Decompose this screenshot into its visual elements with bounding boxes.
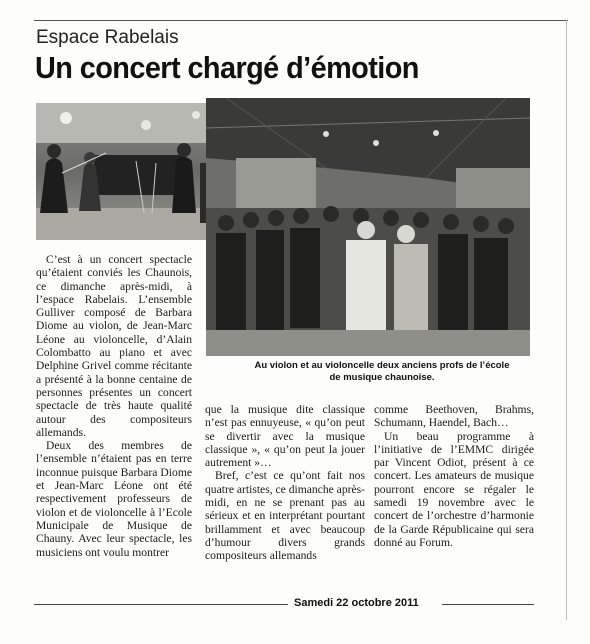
- photo-caption: [232, 360, 532, 384]
- col2-paragraph-1: que la musique dite classique n’est pas ennuyeuse, « qu’on peut se divertir avec la musique classique », « qu’on peut la jouer autrement »…: [205, 403, 365, 470]
- article-headline: Un concert chargé d’émotion: [35, 50, 419, 85]
- column-3: [374, 403, 534, 549]
- col3-paragraph-2: Un beau programme à l’initiative de l’EMMC dirigée par Vincent Odiot, présent à ce concert. Les amateurs de musique pourront encore se régaler le samedi 19 novembre avec le concert de l’orchestre d’harmonie de la Garde Républicaine qui sera donné au Forum.: [374, 429, 534, 549]
- column-2: [205, 403, 365, 563]
- col2-paragraph-2: Bref, c’est ce qu’ont fait nos quatre artistes, ce dimanche après-midi, en ne se prenant pas au sérieux et en interprétant pourtant brillamment et avec beaucoup d’humour divers grands compositeurs allemands: [205, 469, 365, 563]
- section-kicker: Espace Rabelais: [36, 27, 179, 48]
- caption-line-1: Au violon et au violoncelle deux anciens profs de l’école: [254, 360, 510, 371]
- right-edge-rule: [566, 20, 567, 620]
- caption-line-2: de musique chaunoise.: [329, 372, 435, 383]
- footer-rule-left: [34, 604, 288, 605]
- column-1: [36, 253, 192, 559]
- footer-date: Samedi 22 octobre 2011: [294, 597, 419, 609]
- audience-photo: [206, 98, 530, 356]
- musicians-photo: [36, 103, 216, 240]
- page-footer: [0, 597, 590, 613]
- top-rule: [34, 20, 568, 21]
- col3-paragraph-1: comme Beethoven, Brahms, Schumann, Haendel, Bach…: [374, 403, 534, 430]
- col1-paragraph-1: C’est à un concert spectacle qu’étaient conviés les Chaunois, ce dimanche après-midi, à l’espace Rabelais. L’ensemble Gulliver composé de Barbara Diome au violon, de Jean-Marc Léone au violoncelle, d’Alain Colombatto au piano et avec Delphine Grivel comme récitante a présenté à la bonne centaine de personnes présentes un concert spectacle de très haute qualité autour des compositeurs allemands.: [36, 253, 192, 439]
- col1-paragraph-2: Deux des membres de l’ensemble n’étaient pas en terre inconnue puisque Barbara Diome et Jean-Marc Léone ont été respectivement professeurs de violon et de violoncelle à l’Ecole Municipale de Musique de Chauny. Avec leur spectacle, les musiciens ont voulu montrer: [36, 439, 192, 559]
- footer-rule-right: [442, 604, 534, 605]
